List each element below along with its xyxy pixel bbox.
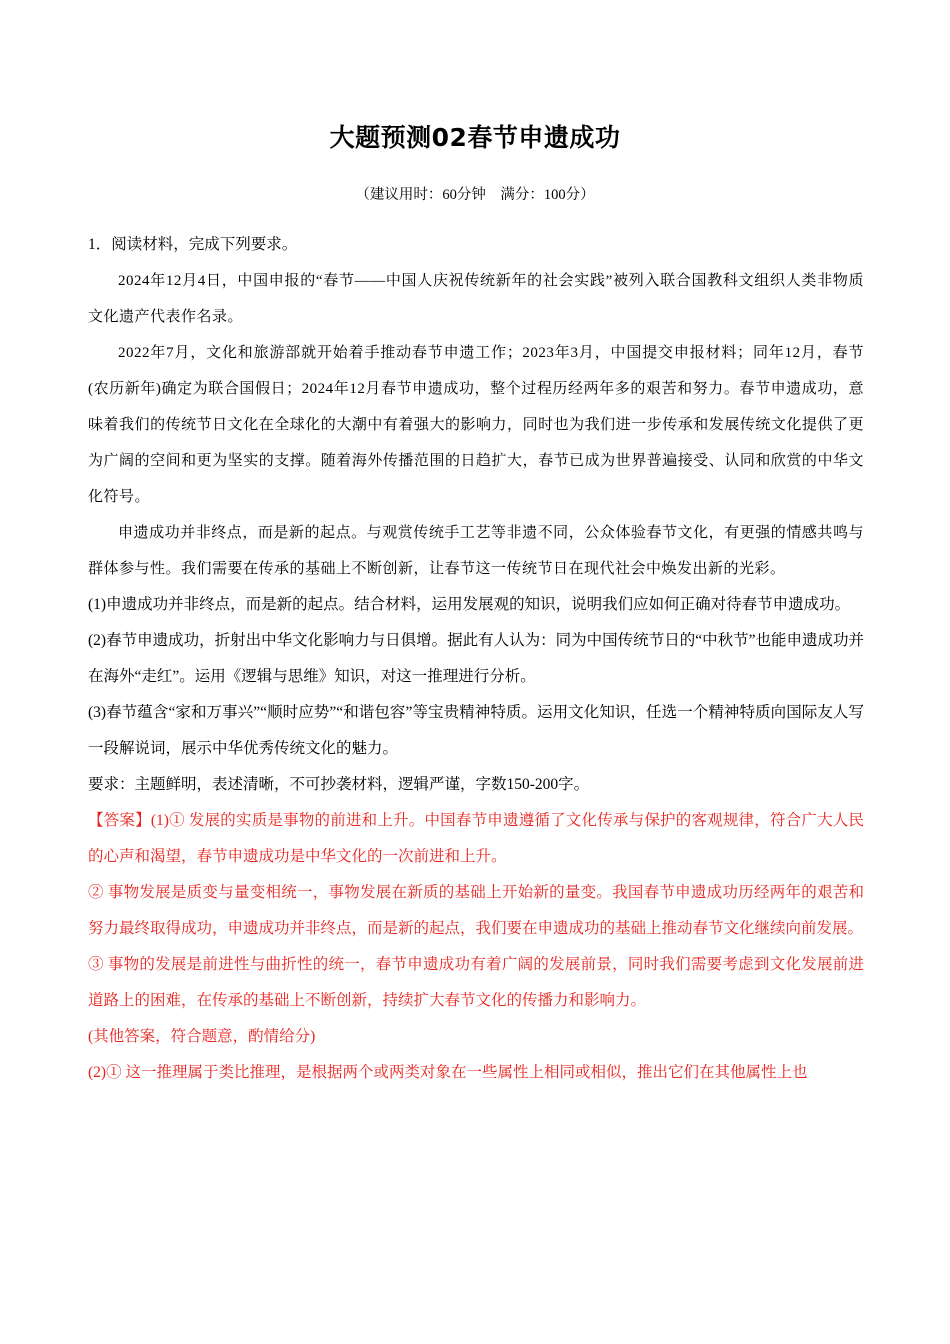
sub-question-2: (2)春节申遗成功，折射出中华文化影响力与日俱增。据此有人认为：同为中国传统节日的“中秋节”也能申遗成功并在海外“走红”。运用《逻辑与思维》知识，对这一推理进行分析。 [88,632,864,685]
answer-requirement: 要求：主题鲜明，表述清晰，不可抄袭材料，逻辑严谨，字数150-200字。 [88,776,590,793]
answer-tag: 【答案】 [88,812,151,829]
sub-question-3: (3)春节蕴含“家和万事兴”“顺时应势”“和谐包容”等宝贵精神特质。运用文化知识，任选一个精神特质向国际友人写一段解说词，展示中华优秀传统文化的魅力。 [88,704,864,757]
answer-1-note: (其他答案，符合题意，酌情给分) [88,1028,316,1045]
answer-1-point-2: ② 事物发展是质变与量变相统一，事物发展在新质的基础上开始新的量变。我国春节申遗成功历经两年的艰苦和努力最终取得成功，申遗成功并非终点，而是新的起点，我们要在申遗成功的基础上推动春节文化继续向前发展。 [88,884,864,937]
sub-question-1: (1)申遗成功并非终点，而是新的起点。结合材料，运用发展观的知识，说明我们应如何正确对待春节申遗成功。 [88,596,851,613]
material-paragraph-2: 2022年7月，文化和旅游部就开始着手推动春节申遗工作；2023年3月，中国提交申报材料；同年12月，春节(农历新年)确定为联合国假日；2024年12月春节申遗成功，整个过程历经两年多的艰苦和努力。春节申遗成功，意味着我们的传统节日文化在全球化的大潮中有着强大的影响力，同时也为我们进一步传承和发展传统文化提供了更为广阔的空间和更为坚实的支撑。随着海外传播范围的日趋扩大，春节已成为世界普遍接受、认同和欣赏的中华文化符号。 [88,345,864,505]
answer-1-point-3: ③ 事物的发展是前进性与曲折性的统一，春节申遗成功有着广阔的发展前景，同时我们需要考虑到文化发展前进道路上的困难，在传承的基础上不断创新，持续扩大春节文化的传播力和影响力。 [88,956,864,1009]
answer-1-point-1 [88,803,864,875]
answer-1-point-1-text: (1)① 发展的实质是事物的前进和上升。中国春节申遗遵循了文化传承与保护的客观规律，符合广大人民的心声和渴望，春节申遗成功是中华文化的一次前进和上升。 [88,812,864,865]
document-body [88,227,864,1091]
material-paragraph-3: 申遗成功并非终点，而是新的起点。与观赏传统手工艺等非遗不同，公众体验春节文化，有更强的情感共鸣与群体参与性。我们需要在传承的基础上不断创新，让春节这一传统节日在现代社会中焕发出新的光彩。 [88,525,864,577]
material-paragraph-1: 2024年12月4日，中国申报的“春节——中国人庆祝传统新年的社会实践”被列入联合国教科文组织人类非物质文化遗产代表作名录。 [88,273,864,325]
question-intro: 1．阅读材料，完成下列要求。 [88,236,298,253]
time-score-note: （建议用时：60分钟 满分：100分） [355,187,595,203]
page-title: 大题预测02春节申遗成功 [329,123,621,152]
answer-2-point-1: (2)① 这一推理属于类比推理，是根据两个或两类对象在一些属性上相同或相似，推出它们在其他属性上也 [88,1064,808,1081]
